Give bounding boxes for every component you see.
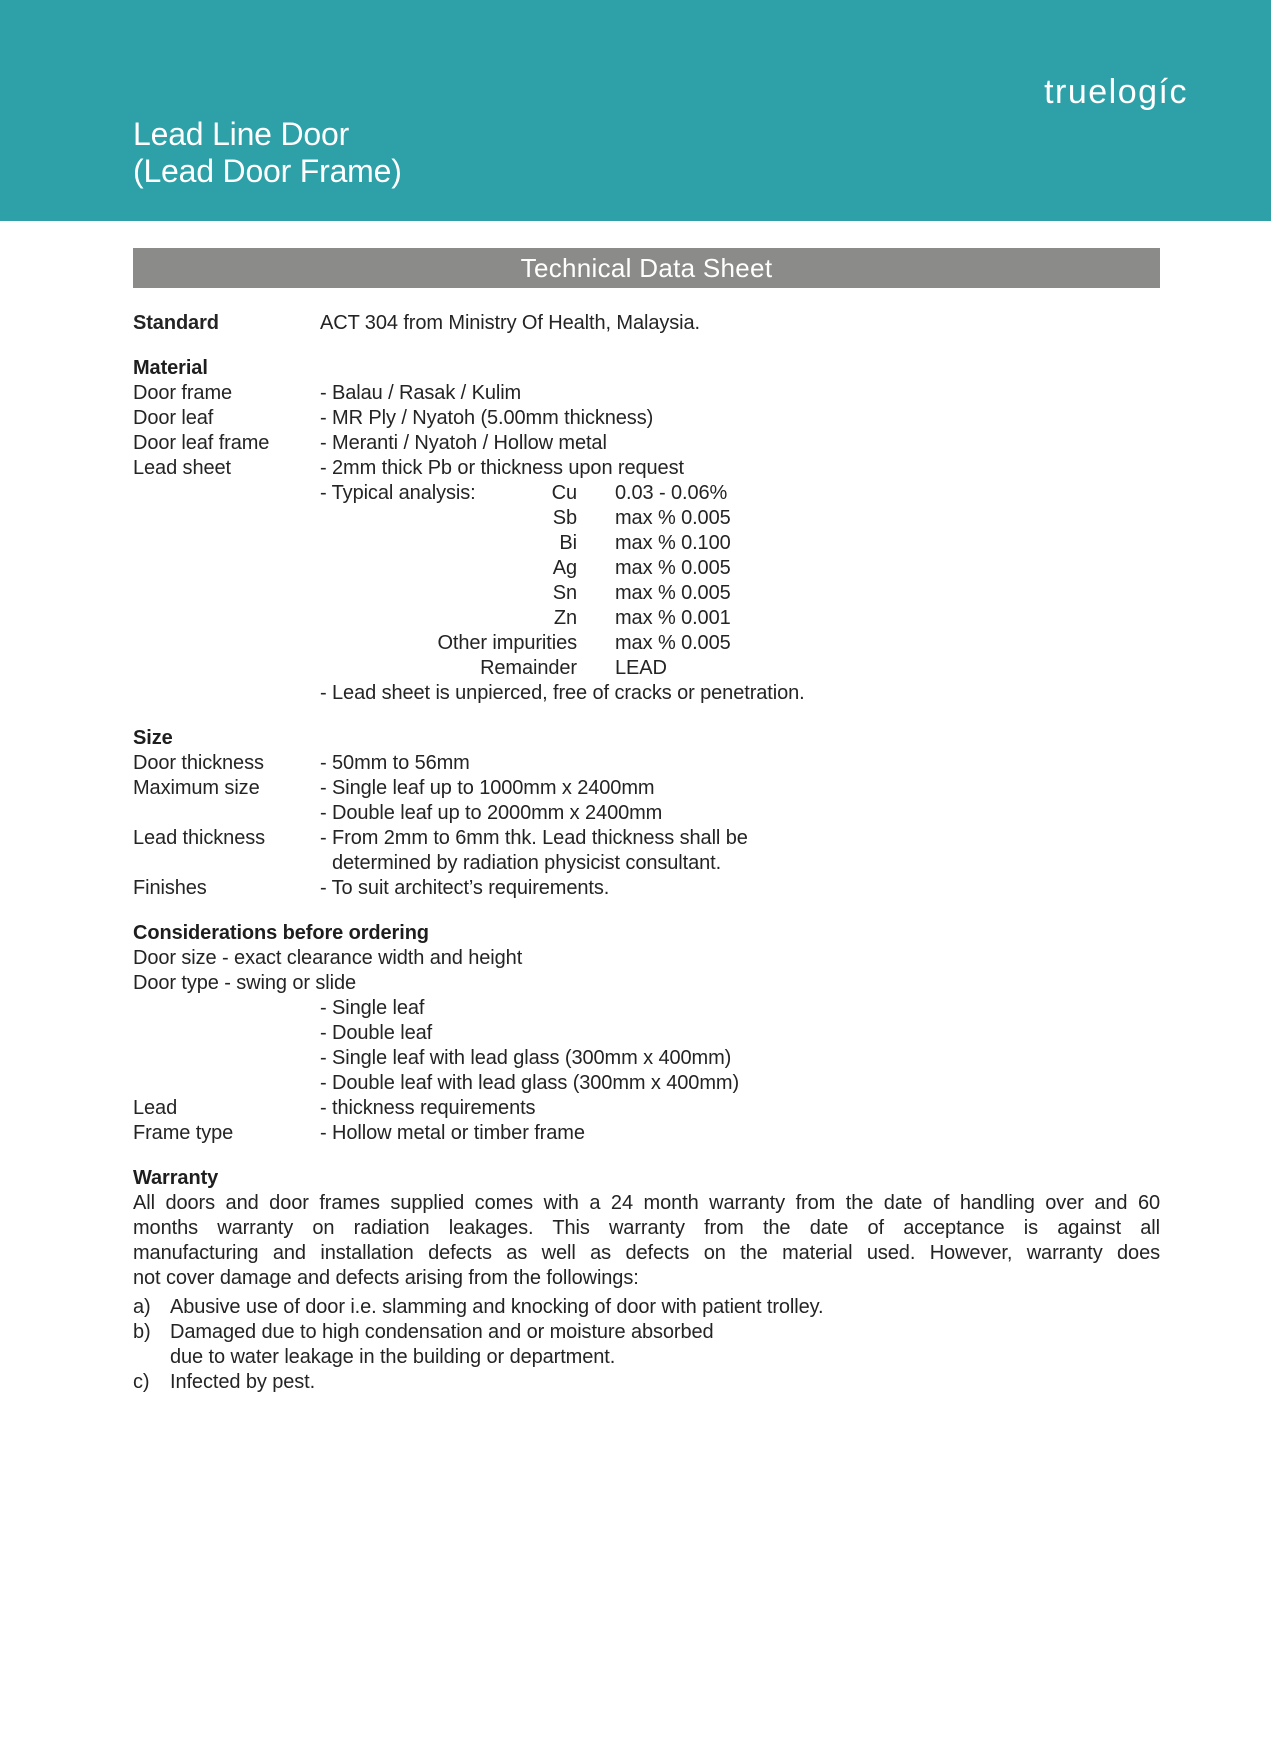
- analysis-element: Cu: [551, 482, 577, 504]
- row-label: Maximum size: [133, 777, 260, 799]
- row-label: Door leaf: [133, 407, 214, 429]
- row-label: Lead: [133, 1097, 178, 1119]
- banner-title: Technical Data Sheet: [520, 253, 773, 283]
- paragraph-line: months warranty on radiation leakages. This warranty from the date of acceptance is against all: [133, 1217, 1160, 1239]
- row-label: Door frame: [133, 382, 233, 404]
- row-value: - 50mm to 56mm: [320, 752, 470, 774]
- content: [0, 248, 1271, 1395]
- analysis-row: [320, 506, 1160, 531]
- material-row: [133, 406, 1160, 431]
- row-label: Finishes: [133, 877, 207, 899]
- row-value: - thickness requirements: [320, 1097, 536, 1119]
- size-section: [133, 726, 1160, 901]
- truelogic-logo: truelogíc: [1044, 73, 1188, 111]
- analysis-row: [320, 556, 1160, 581]
- door-type-line: Door type - swing or slide: [133, 972, 357, 994]
- row-value: - Hollow metal or timber frame: [320, 1122, 585, 1144]
- row-label: Door leaf frame: [133, 432, 270, 454]
- analysis-value: max % 0.001: [615, 607, 731, 629]
- analysis-value: max % 0.005: [615, 557, 731, 579]
- row-value: - From 2mm to 6mm thk. Lead thickness shall be: [320, 827, 748, 849]
- considerations-heading: Considerations before ordering: [133, 922, 429, 944]
- considerations-row: [133, 1121, 1160, 1146]
- row-label: Lead thickness: [133, 827, 266, 849]
- material-note-row: [133, 681, 1160, 706]
- row-value: - 2mm thick Pb or thickness upon request: [320, 457, 684, 479]
- warranty-list: [133, 1295, 1160, 1395]
- door-option: - Single leaf: [320, 997, 425, 1019]
- analysis-value: 0.03 - 0.06%: [615, 482, 728, 504]
- list-text: Damaged due to high condensation and or moisture absorbed: [170, 1321, 714, 1343]
- row-label: Lead sheet: [133, 457, 231, 479]
- door-size-line: Door size - exact clearance width and height: [133, 947, 523, 969]
- material-row: [133, 381, 1160, 406]
- analysis-value: max % 0.005: [615, 632, 731, 654]
- list-marker: b): [133, 1321, 151, 1343]
- row-value: - Meranti / Nyatoh / Hollow metal: [320, 432, 607, 454]
- list-text: Infected by pest.: [170, 1371, 316, 1393]
- analysis-row: [320, 631, 1160, 656]
- row-value: - Balau / Rasak / Kulim: [320, 382, 522, 404]
- title-line-2: (Lead Door Frame): [133, 153, 402, 189]
- list-item: [133, 1320, 1160, 1370]
- warranty-section: [133, 1166, 1160, 1395]
- warranty-paragraph: [133, 1191, 1160, 1291]
- analysis-row: [320, 656, 1160, 681]
- row-value-continued: determined by radiation physicist consultant.: [332, 852, 722, 874]
- door-option: - Single leaf with lead glass (300mm x 400mm): [320, 1047, 732, 1069]
- analysis-element: Sb: [552, 507, 577, 529]
- analysis-value: max % 0.100: [615, 532, 731, 554]
- row-label: Frame type: [133, 1122, 234, 1144]
- material-row: [133, 431, 1160, 456]
- header-band: [0, 0, 1271, 221]
- size-row: [133, 826, 1160, 876]
- row-value: - To suit architect’s requirements.: [320, 877, 610, 899]
- analysis-element: Ag: [552, 557, 577, 579]
- title-line-1: Lead Line Door: [133, 116, 350, 152]
- paragraph-line: manufacturing and installation defects as well as defects on the material used. However, warranty does: [133, 1242, 1160, 1264]
- material-section: [133, 356, 1160, 706]
- material-heading: Material: [133, 357, 208, 379]
- row-value: - Double leaf up to 2000mm x 2400mm: [320, 802, 663, 824]
- row-value: - MR Ply / Nyatoh (5.00mm thickness): [320, 407, 654, 429]
- row-value: - Single leaf up to 1000mm x 2400mm: [320, 777, 655, 799]
- paragraph-line: not cover damage and defects arising from the followings:: [133, 1267, 639, 1289]
- door-option: - Double leaf: [320, 1022, 433, 1044]
- size-row: [133, 751, 1160, 776]
- list-text: due to water leakage in the building or department.: [170, 1346, 616, 1368]
- size-row: [133, 876, 1160, 901]
- analysis-value: max % 0.005: [615, 507, 731, 529]
- considerations-section: [133, 921, 1160, 1146]
- list-marker: a): [133, 1296, 151, 1318]
- standard-value: ACT 304 from Ministry Of Health, Malaysia.: [320, 312, 700, 334]
- list-item: [133, 1295, 1160, 1320]
- analysis-intro: - Typical analysis:: [320, 482, 476, 504]
- paragraph-line: All doors and door frames supplied comes with a 24 month warranty from the date of handling over and 60: [133, 1192, 1160, 1214]
- analysis-element: Zn: [553, 607, 577, 629]
- standard-row: [133, 311, 1160, 336]
- analysis-row: [320, 481, 1160, 506]
- size-row: [133, 776, 1160, 826]
- page-title: [133, 116, 402, 190]
- section-banner: [133, 248, 1160, 288]
- door-option: - Double leaf with lead glass (300mm x 400mm): [320, 1072, 740, 1094]
- analysis-row: [320, 581, 1160, 606]
- analysis-element: Remainder: [480, 657, 577, 679]
- material-row: [133, 456, 1160, 481]
- analysis-row: [320, 606, 1160, 631]
- warranty-heading: Warranty: [133, 1167, 219, 1189]
- row-label: Door thickness: [133, 752, 264, 774]
- standard-label: Standard: [133, 312, 219, 334]
- list-text: Abusive use of door i.e. slamming and knocking of door with patient trolley.: [170, 1296, 824, 1318]
- size-heading: Size: [133, 727, 173, 749]
- analysis-value: LEAD: [615, 657, 667, 679]
- analysis-element: Bi: [559, 532, 577, 554]
- analysis-element: Other impurities: [437, 632, 577, 654]
- material-note: - Lead sheet is unpierced, free of cracks or penetration.: [320, 682, 805, 704]
- considerations-row: [133, 1096, 1160, 1121]
- list-item: [133, 1370, 1160, 1395]
- analysis-element: Sn: [552, 582, 577, 604]
- list-marker: c): [133, 1371, 150, 1393]
- analysis-value: max % 0.005: [615, 582, 731, 604]
- analysis-row: [320, 531, 1160, 556]
